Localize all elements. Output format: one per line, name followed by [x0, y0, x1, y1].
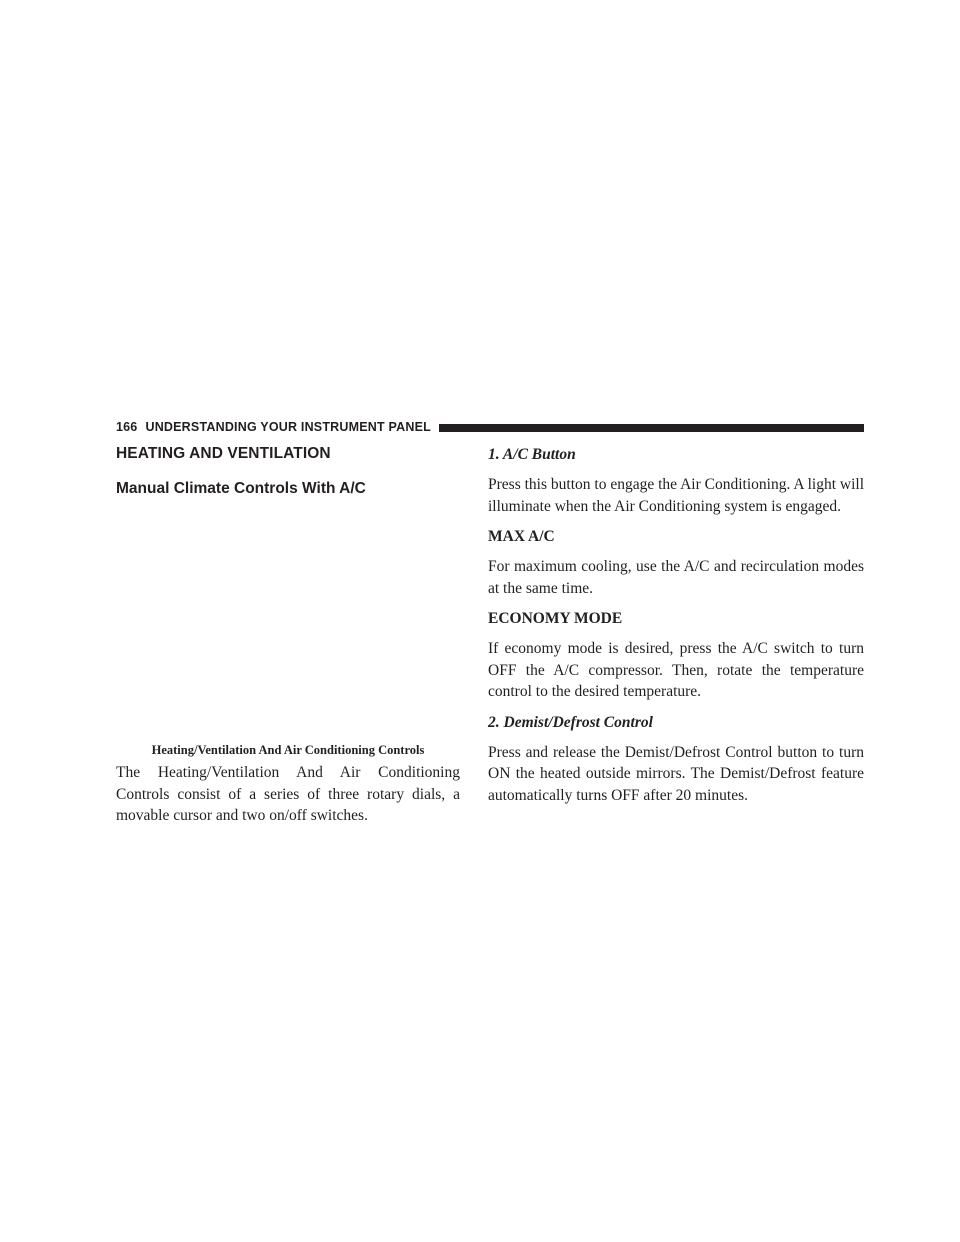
figure-area: [116, 499, 460, 742]
max-ac-text: For maximum cooling, use the A/C and recirculation modes at the same time.: [488, 558, 864, 597]
intro-paragraph: The Heating/Ventilation And Air Conditioning Controls consist of a series of three rotary dials, a movable cursor and two on/off switches.: [116, 764, 460, 824]
economy-mode-text: If economy mode is desired, press the A/C switch to turn OFF the A/C compressor. Then, rotate the temperature control to the desired temperature.: [488, 640, 864, 700]
ac-button-heading: 1. A/C Button: [488, 446, 576, 463]
max-ac-heading: MAX A/C: [488, 528, 555, 545]
running-header: [116, 418, 864, 436]
subsection-title: Manual Climate Controls With A/C: [116, 480, 366, 497]
figure-caption: Heating/Ventilation And Air Conditioning Controls: [151, 743, 425, 757]
header-rule: [439, 424, 864, 432]
right-column: [488, 440, 864, 806]
section-title: HEATING AND VENTILATION: [116, 445, 331, 462]
economy-mode-heading: ECONOMY MODE: [488, 610, 623, 627]
page-number: 166: [116, 420, 138, 434]
ac-button-text: Press this button to engage the Air Conditioning. A light will illuminate when the Air Conditioning system is engaged.: [488, 476, 864, 515]
chapter-title: UNDERSTANDING YOUR INSTRUMENT PANEL: [145, 420, 431, 434]
demist-defrost-text: Press and release the Demist/Defrost Control button to turn ON the heated outside mirrors. The Demist/Defrost feature automatically turns OFF after 20 minutes.: [488, 743, 864, 804]
demist-defrost-heading: 2. Demist/Defrost Control: [488, 713, 653, 731]
left-column: [116, 440, 460, 827]
